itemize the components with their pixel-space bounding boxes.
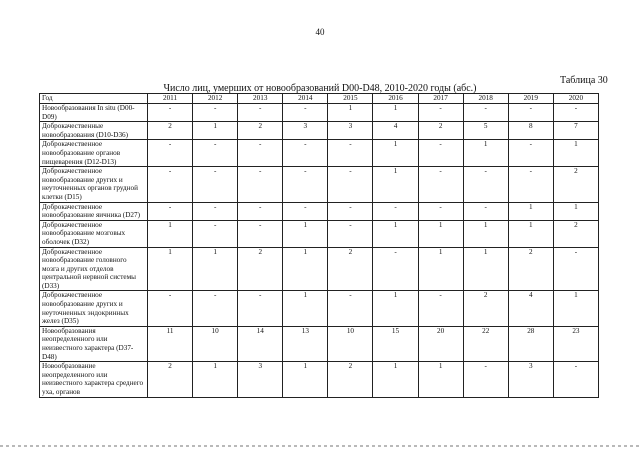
- cell-value: -: [463, 104, 508, 122]
- cell-value: 23: [553, 326, 598, 361]
- cell-value: -: [148, 104, 193, 122]
- cell-value: 15: [373, 326, 418, 361]
- cell-value: -: [328, 140, 373, 167]
- cell-value: 1: [148, 220, 193, 247]
- cell-value: -: [373, 247, 418, 291]
- cell-value: 1: [418, 362, 463, 397]
- table-row: [40, 220, 599, 247]
- cell-value: 10: [193, 326, 238, 361]
- cell-value: 11: [148, 326, 193, 361]
- cell-value: -: [283, 167, 328, 202]
- cell-value: -: [553, 362, 598, 397]
- year-2017: 2017: [418, 94, 463, 104]
- cell-value: -: [238, 140, 283, 167]
- cell-value: 2: [148, 362, 193, 397]
- cell-value: 2: [238, 122, 283, 140]
- table-row: [40, 104, 599, 122]
- cell-value: 1: [373, 362, 418, 397]
- cell-value: 1: [373, 167, 418, 202]
- cell-value: -: [463, 202, 508, 220]
- cell-value: 2: [238, 247, 283, 291]
- cell-value: -: [418, 202, 463, 220]
- year-header: Год: [40, 94, 148, 104]
- cell-value: -: [193, 202, 238, 220]
- cell-value: -: [553, 104, 598, 122]
- cell-value: 1: [418, 220, 463, 247]
- cell-value: 2: [328, 247, 373, 291]
- cell-value: 1: [193, 362, 238, 397]
- table-title: Число лиц, умерших от новообразований D00-D48, 2010-2020 годы (абс.): [163, 83, 477, 94]
- cell-value: 2: [553, 220, 598, 247]
- row-label: Доброкачественное новообразование других и неуточненных органов грудной клетки (D15): [40, 167, 148, 202]
- cell-value: -: [463, 167, 508, 202]
- cell-value: 3: [238, 362, 283, 397]
- row-label: Доброкачественное новообразование органов пищеварения (D12-D13): [40, 140, 148, 167]
- cell-value: 1: [373, 104, 418, 122]
- cell-value: -: [418, 291, 463, 326]
- year-2014: 2014: [283, 94, 328, 104]
- cell-value: 2: [553, 167, 598, 202]
- cell-value: -: [508, 167, 553, 202]
- cell-value: 3: [508, 362, 553, 397]
- row-label: Доброкачественное новообразование головного мозга и других отделов центральной нервной системы (D33): [40, 247, 148, 291]
- cell-value: -: [193, 104, 238, 122]
- cell-value: -: [328, 167, 373, 202]
- table-row: [40, 326, 599, 361]
- table-label: Таблица 30: [560, 75, 608, 86]
- cell-value: 1: [553, 291, 598, 326]
- cell-value: 1: [463, 247, 508, 291]
- cell-value: -: [328, 202, 373, 220]
- cell-value: -: [328, 291, 373, 326]
- row-label: Доброкачественное новообразование мозговых оболочек (D32): [40, 220, 148, 247]
- cell-value: 28: [508, 326, 553, 361]
- row-label: Доброкачественное новообразование других и неуточненных эндокринных желез (D35): [40, 291, 148, 326]
- year-2012: 2012: [193, 94, 238, 104]
- cell-value: -: [193, 140, 238, 167]
- cell-value: -: [463, 362, 508, 397]
- cell-value: -: [193, 220, 238, 247]
- cell-value: -: [238, 291, 283, 326]
- cell-value: 3: [328, 122, 373, 140]
- page-number: 40: [315, 27, 325, 37]
- table-row: [40, 291, 599, 326]
- cell-value: -: [283, 104, 328, 122]
- cell-value: 1: [193, 122, 238, 140]
- table-row: [40, 122, 599, 140]
- cell-value: -: [238, 104, 283, 122]
- cell-value: 4: [508, 291, 553, 326]
- cell-value: -: [238, 220, 283, 247]
- cell-value: 2: [508, 247, 553, 291]
- cell-value: 5: [463, 122, 508, 140]
- cell-value: -: [193, 167, 238, 202]
- cell-value: -: [283, 140, 328, 167]
- cell-value: 1: [193, 247, 238, 291]
- row-label: Новообразования In situ (D00-D09): [40, 104, 148, 122]
- table-row: [40, 247, 599, 291]
- cell-value: 13: [283, 326, 328, 361]
- cell-value: 1: [283, 362, 328, 397]
- cell-value: 1: [508, 202, 553, 220]
- scan-edge-line: [0, 445, 640, 447]
- cell-value: -: [553, 247, 598, 291]
- cell-value: 20: [418, 326, 463, 361]
- cell-value: 1: [373, 291, 418, 326]
- cell-value: 1: [328, 104, 373, 122]
- cell-value: -: [148, 140, 193, 167]
- cell-value: -: [373, 202, 418, 220]
- row-label: Доброкачественные новообразования (D10-D36): [40, 122, 148, 140]
- cell-value: 1: [508, 220, 553, 247]
- cell-value: 3: [283, 122, 328, 140]
- cell-value: 22: [463, 326, 508, 361]
- cell-value: 14: [238, 326, 283, 361]
- cell-value: -: [508, 104, 553, 122]
- year-2019: 2019: [508, 94, 553, 104]
- cell-value: -: [238, 167, 283, 202]
- year-2018: 2018: [463, 94, 508, 104]
- table-row: [40, 362, 599, 397]
- cell-value: 2: [418, 122, 463, 140]
- row-label: Новообразования неопределенного или неизвестного характера (D37-D48): [40, 326, 148, 361]
- row-label: Новообразование неопределенного или неизвестного характера среднего уха, органов: [40, 362, 148, 397]
- cell-value: 7: [553, 122, 598, 140]
- cell-value: -: [148, 202, 193, 220]
- cell-value: -: [418, 104, 463, 122]
- table-row: [40, 202, 599, 220]
- mortality-table: [39, 93, 599, 398]
- cell-value: -: [148, 167, 193, 202]
- cell-value: 1: [373, 220, 418, 247]
- cell-value: 1: [553, 140, 598, 167]
- cell-value: -: [328, 220, 373, 247]
- cell-value: 1: [148, 247, 193, 291]
- year-2015: 2015: [328, 94, 373, 104]
- table-row: [40, 140, 599, 167]
- cell-value: 1: [283, 247, 328, 291]
- year-2016: 2016: [373, 94, 418, 104]
- cell-value: 2: [328, 362, 373, 397]
- cell-value: -: [283, 202, 328, 220]
- cell-value: 1: [283, 220, 328, 247]
- cell-value: 1: [463, 220, 508, 247]
- cell-value: 2: [463, 291, 508, 326]
- cell-value: -: [418, 167, 463, 202]
- cell-value: 1: [418, 247, 463, 291]
- cell-value: 1: [463, 140, 508, 167]
- cell-value: -: [238, 202, 283, 220]
- cell-value: -: [148, 291, 193, 326]
- cell-value: 2: [148, 122, 193, 140]
- row-label: Доброкачественное новообразование яичника (D27): [40, 202, 148, 220]
- cell-value: 1: [373, 140, 418, 167]
- cell-value: -: [418, 140, 463, 167]
- cell-value: 10: [328, 326, 373, 361]
- table-row: [40, 167, 599, 202]
- cell-value: 8: [508, 122, 553, 140]
- cell-value: 4: [373, 122, 418, 140]
- year-2020: 2020: [553, 94, 598, 104]
- year-2011: 2011: [148, 94, 193, 104]
- cell-value: 1: [283, 291, 328, 326]
- cell-value: -: [508, 140, 553, 167]
- cell-value: 1: [553, 202, 598, 220]
- year-2013: 2013: [238, 94, 283, 104]
- header-row: [40, 94, 599, 104]
- cell-value: -: [193, 291, 238, 326]
